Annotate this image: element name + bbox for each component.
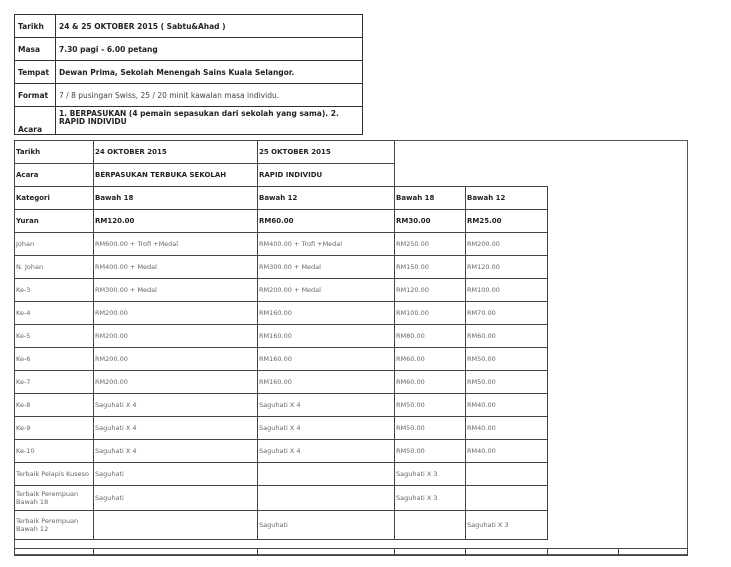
prize-cell: RM70.00	[466, 302, 548, 325]
info-label: Tarikh	[15, 15, 56, 38]
strip-cell	[394, 548, 466, 556]
date-day1: 24 OKTOBER 2015	[94, 141, 258, 164]
prize-cell	[395, 511, 466, 540]
prize-cell: Saguhati	[94, 463, 258, 486]
info-row-format	[15, 84, 363, 107]
prize-label: Ke-10	[15, 440, 94, 463]
category-cell: Bawah 12	[466, 187, 548, 210]
prize-label: Tarikh	[15, 141, 94, 164]
prize-label: Kategori	[15, 187, 94, 210]
prize-cell: RM200.00	[466, 233, 548, 256]
prize-label: Acara	[15, 164, 94, 187]
prize-cell	[94, 511, 258, 540]
empty-cell	[395, 141, 548, 164]
prize-cell: Saguhati	[94, 486, 258, 511]
date-day2: 25 OKTOBER 2015	[258, 141, 395, 164]
prize-cell: Saguhati X 4	[258, 394, 395, 417]
prize-cell: RM60.00	[466, 325, 548, 348]
prize-cell: RM100.00	[395, 302, 466, 325]
prize-label: Ke-8	[15, 394, 94, 417]
prize-label: Ke-3	[15, 279, 94, 302]
prize-label: Johan	[15, 233, 94, 256]
prize-cell: RM50.00	[395, 417, 466, 440]
strip-cell	[93, 548, 258, 556]
prize-cell	[258, 486, 395, 511]
fee-cell: RM30.00	[395, 210, 466, 233]
prize-cell	[466, 463, 548, 486]
prize-label: Yuran	[15, 210, 94, 233]
prize-cell: RM300.00 + Medal	[258, 256, 395, 279]
table-row	[15, 511, 548, 540]
prize-cell: RM40.00	[466, 394, 548, 417]
prize-cell: RM80.00	[395, 325, 466, 348]
fee-cell: RM60.00	[258, 210, 395, 233]
prize-cell: RM300.00 + Medal	[94, 279, 258, 302]
strip-cell	[465, 548, 548, 556]
prize-cell: Saguhati	[258, 511, 395, 540]
prize-cell: RM60.00	[395, 371, 466, 394]
prize-cell: Saguhati X 4	[258, 417, 395, 440]
event-day2: RAPID INDIVIDU	[258, 164, 395, 187]
prize-label: Ke-7	[15, 371, 94, 394]
table-row	[15, 417, 548, 440]
strip-cell	[14, 548, 94, 556]
prize-cell: RM50.00	[466, 348, 548, 371]
prize-cell	[466, 486, 548, 511]
prize-cell	[258, 463, 395, 486]
prize-cell: Saguhati X 3	[395, 486, 466, 511]
category-cell: Bawah 18	[94, 187, 258, 210]
prize-cell: RM200.00 + Medal	[258, 279, 395, 302]
prize-cell: RM200.00	[94, 325, 258, 348]
table-row	[15, 486, 548, 511]
prize-cell: RM50.00	[466, 371, 548, 394]
prize-row-kategori	[15, 187, 548, 210]
prize-cell: RM160.00	[258, 348, 395, 371]
prize-cell: RM160.00	[258, 325, 395, 348]
fee-cell: RM25.00	[466, 210, 548, 233]
table-row	[15, 440, 548, 463]
table-bottom-strip	[14, 548, 688, 556]
table-row	[15, 325, 548, 348]
prize-cell: Saguhati X 4	[94, 417, 258, 440]
info-value: 7.30 pagi - 6.00 petang	[56, 38, 363, 61]
prize-label: Terbaik Perempuan Bawah 18	[15, 486, 94, 511]
prize-row-acara	[15, 164, 548, 187]
strip-cell	[547, 548, 619, 556]
fee-cell: RM120.00	[94, 210, 258, 233]
info-row-tarikh	[15, 15, 363, 38]
category-cell: Bawah 18	[395, 187, 466, 210]
prize-row-tarikh	[15, 141, 548, 164]
prize-label: Terbaik Perempuan Bawah 12	[15, 511, 94, 540]
table-row	[15, 348, 548, 371]
prize-cell: Saguhati X 3	[395, 463, 466, 486]
prize-cell: RM60.00	[395, 348, 466, 371]
prize-cell: RM50.00	[395, 394, 466, 417]
info-value: 7 / 8 pusingan Swiss, 25 / 20 minit kawalan masa individu.	[56, 84, 363, 107]
category-cell: Bawah 12	[258, 187, 395, 210]
prize-cell: RM400.00 + Trofi +Medal	[258, 233, 395, 256]
table-row	[15, 233, 548, 256]
prize-cell: Saguhati X 4	[94, 440, 258, 463]
info-label: Acara	[15, 107, 56, 135]
info-value: Dewan Prima, Sekolah Menengah Sains Kuala Selangor.	[56, 61, 363, 84]
empty-cell	[395, 164, 548, 187]
prize-cell: RM200.00	[94, 371, 258, 394]
prize-cell: Saguhati X 4	[94, 394, 258, 417]
prize-cell: RM40.00	[466, 440, 548, 463]
info-row-tempat	[15, 61, 363, 84]
info-label: Tempat	[15, 61, 56, 84]
table-row	[15, 279, 548, 302]
prize-label: Ke-9	[15, 417, 94, 440]
info-row-acara	[15, 107, 363, 135]
table-row	[15, 394, 548, 417]
prize-cell: RM160.00	[258, 302, 395, 325]
prize-cell: Saguhati X 3	[466, 511, 548, 540]
event-info-table	[14, 14, 363, 135]
prize-cell: RM200.00	[94, 348, 258, 371]
strip-cell	[257, 548, 395, 556]
prize-cell: RM50.00	[395, 440, 466, 463]
prize-cell: RM40.00	[466, 417, 548, 440]
info-value: 1. BERPASUKAN (4 pemain sepasukan dari sekolah yang sama). 2. RAPID INDIVIDU	[56, 107, 363, 135]
table-row	[15, 463, 548, 486]
info-label: Masa	[15, 38, 56, 61]
table-row	[15, 302, 548, 325]
info-row-masa	[15, 38, 363, 61]
prize-cell: RM160.00	[258, 371, 395, 394]
prize-cell: RM200.00	[94, 302, 258, 325]
prize-label: Ke-4	[15, 302, 94, 325]
strip-cell	[618, 548, 688, 556]
table-row	[15, 371, 548, 394]
info-label: Format	[15, 84, 56, 107]
prize-cell: RM250.00	[395, 233, 466, 256]
prize-cell: RM120.00	[395, 279, 466, 302]
prize-label: Terbaik Pelapis Kuseso	[15, 463, 94, 486]
prize-label: N. Johan	[15, 256, 94, 279]
prize-table	[14, 140, 548, 540]
prize-cell: RM120.00	[466, 256, 548, 279]
event-day1: BERPASUKAN TERBUKA SEKOLAH	[94, 164, 258, 187]
prize-cell: Saguhati X 4	[258, 440, 395, 463]
prize-cell: RM100.00	[466, 279, 548, 302]
table-row	[15, 256, 548, 279]
prize-row-yuran	[15, 210, 548, 233]
prize-cell: RM150.00	[395, 256, 466, 279]
prize-cell: RM600.00 + Trofi +Medal	[94, 233, 258, 256]
info-value: 24 & 25 OKTOBER 2015 ( Sabtu&Ahad )	[56, 15, 363, 38]
prize-label: Ke-5	[15, 325, 94, 348]
prize-label: Ke-6	[15, 348, 94, 371]
prize-cell: RM400.00 + Medal	[94, 256, 258, 279]
